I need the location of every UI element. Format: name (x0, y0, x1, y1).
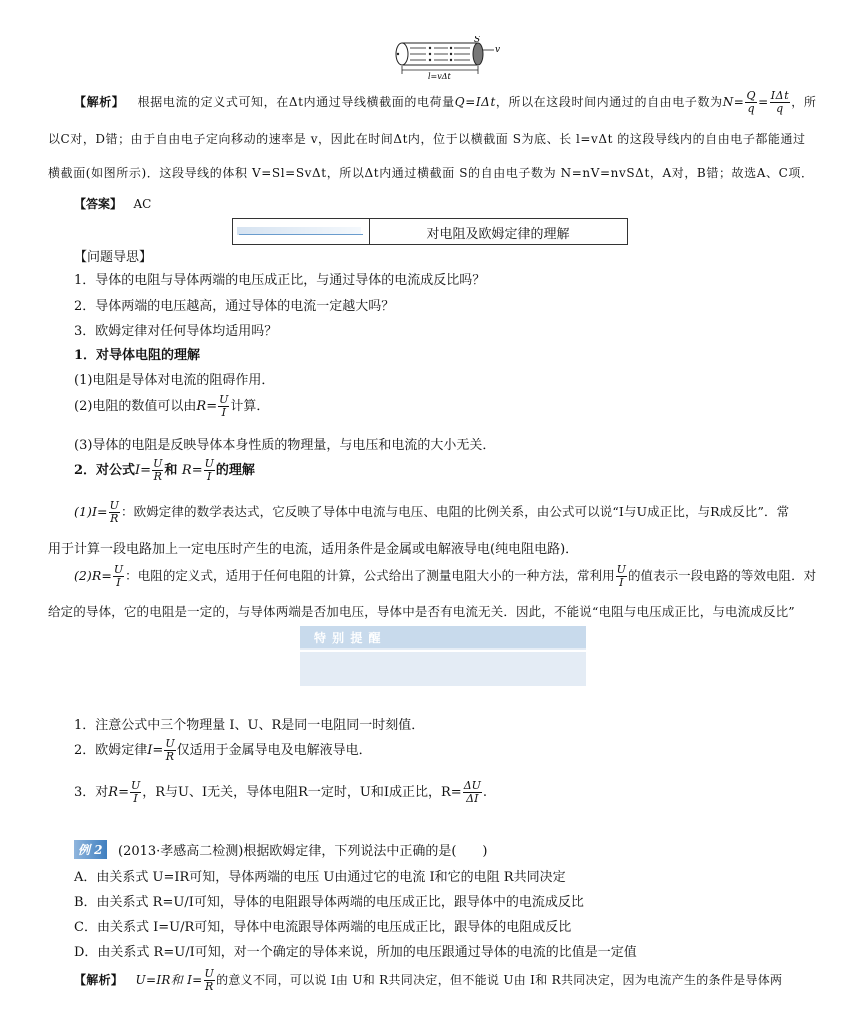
figure-label-v: v (495, 45, 501, 55)
fraction: $\frac{U}{I}$ (204, 457, 214, 483)
fraction: $\frac{U}{I}$ (113, 563, 124, 589)
part1-title: 1．对导体电阻的理解 (74, 348, 201, 363)
fraction: $\frac{U}{I}$ (219, 393, 229, 419)
note-3: 3．对R= $\frac{U}{I}$ ，R与U、I无关，导体电阻R一定时，U和I成正比，R= $\frac{\Delta U}{\Delta I}$ . (74, 779, 488, 805)
option-d: D．由关系式 R=U/I可知，对一个确定的导体来说，所加的电压跟通过导体的电流的比值是一定值 (74, 945, 637, 960)
part2-p1-cont: 用于计算一段电路加上一定电压时产生的电流，适用条件是金属或电解液导电(纯电阻电路)． (48, 542, 579, 557)
answer-value: AC (133, 197, 152, 211)
guide-title: 【问题导思】 (74, 250, 153, 265)
wire-figure (386, 36, 506, 80)
guide-q1: 1．导体的电阻与导体两端的电压成正比，与通过导体的电流成反比吗？ (74, 273, 486, 288)
fraction: $\frac{U}{I}$ (130, 779, 141, 805)
special-reminder-divider (300, 650, 586, 652)
section-title-left-cell (233, 219, 370, 244)
analysis-tag: 【解析】 (74, 973, 124, 987)
answer-line (74, 195, 151, 212)
figure-label-l: l=vΔt (428, 72, 451, 80)
part1-p3: (3)导体的电阻是反映导体本身性质的物理量，与电压和电流的大小无关． (74, 438, 496, 453)
section-title-box (232, 218, 628, 245)
fraction: $\frac{U}{R}$ (153, 457, 163, 483)
figure-label-s: S (474, 36, 481, 45)
analysis-paragraph-2: 【解析】 U=IR和 I= $\frac{U}{R}$ 的意义不同，可以说 I由 U和 R共同决定，但不能说 U由 I和 R共同决定，因为电流产生的条件是导体两 (74, 967, 783, 993)
part1-p1: (1)电阻是导体对电流的阻碍作用． (74, 373, 275, 388)
option-b: B．由关系式 R=U/I可知，导体的电阻跟导体两端的电压成正比，跟导体中的电流成反比 (74, 895, 584, 910)
section-title: 对电阻及欧姆定律的理解 (426, 227, 570, 242)
fraction: $\frac{Q}{q}$ (746, 89, 757, 115)
fraction: $\frac{U}{R}$ (165, 737, 175, 763)
example-stem: (2013·孝感高二检测)根据欧姆定律，下列说法中正确的是( ) (118, 844, 488, 859)
part2-title: 2．对公式I= $\frac{U}{R}$ 和 R= $\frac{U}{I}$ 的理解 (74, 457, 255, 483)
fraction: $\frac{U}{R}$ (204, 967, 215, 993)
option-c: C．由关系式 I=U/R可知，导体中电流跟导体两端的电压成正比，跟导体的电阻成反比 (74, 920, 572, 935)
note-2: 2．欧姆定律I= $\frac{U}{R}$ 仅适用于金属导电及电解液导电． (74, 737, 372, 763)
guide-q3: 3．欧姆定律对任何导体均适用吗？ (74, 324, 278, 339)
option-a: A．由关系式 U=IR可知，导体两端的电压 U由通过它的电流 I和它的电阻 R共同决定 (74, 870, 566, 885)
analysis-tag: 【解析】 (74, 95, 125, 109)
fraction: $\frac{\text{IΔt}}{q}$ (770, 89, 790, 115)
analysis-line-2: 以C对，D错；由于自由电子定向移动的速率是 v，因此在时间Δt内，位于以横截面 S为底、长 l=vΔt 的这段导线内的自由电子都能通过 (48, 132, 806, 146)
fraction: $\frac{U}{R}$ (109, 499, 119, 525)
part2-p2-cont: 给定的导体，它的电阻是一定的，与导体两端是否加电压，导体中是否有电流无关．因此，不能说“电阻与电压成正比，与电流成反比” (48, 604, 795, 619)
fraction: $\frac{U}{I}$ (616, 563, 626, 589)
note-1: 1．注意公式中三个物理量 I、U、R是同一电阻同一时刻值． (74, 718, 425, 733)
answer-tag: 【答案】 (74, 197, 123, 211)
part2-p2: (2)R= $\frac{U}{I}$ ：电阻的定义式，适用于任何电阻的计算，公式给出了测量电阻大小的一种方法，常利用 $\frac{U}{I}$ 的值表示一段电路的等效电阻．对 (74, 563, 817, 589)
part2-p1: (1)I= $\frac{U}{R}$ ：欧姆定律的数学表达式，它反映了导体中电流与电压、电阻的比例关系，由公式可以说“I与U成正比，与R成反比”．常 (74, 499, 790, 525)
example-tag: 例 2 (74, 840, 107, 859)
special-reminder-title: 特 别 提 醒 (314, 631, 382, 645)
guide-q2: 2．导体两端的电压越高，通过导体的电流一定越大吗？ (74, 299, 395, 314)
part1-p2: (2)电阻的数值可以由R= $\frac{U}{I}$ 计算． (74, 393, 270, 419)
analysis-paragraph-1: 【解析】 根据电流的定义式可知，在Δt内通过导线横截面的电荷量Q=IΔt，所以在这段时间内通过的自由电子数为N= $\frac{Q}{q}$ = $\frac{\text{IΔt}}{q}$ ，所 (74, 89, 817, 115)
fraction: $\frac{\Delta U}{\Delta I}$ (463, 779, 481, 805)
special-reminder-header (300, 626, 586, 648)
analysis-line-3: 横截面(如图所示)．这段导线的体积 V=Sl=SvΔt，所以Δt内通过横截面 S的自由电子数为 N=nV=nvSΔt，A对，B错；故选A、C项． (48, 166, 814, 180)
